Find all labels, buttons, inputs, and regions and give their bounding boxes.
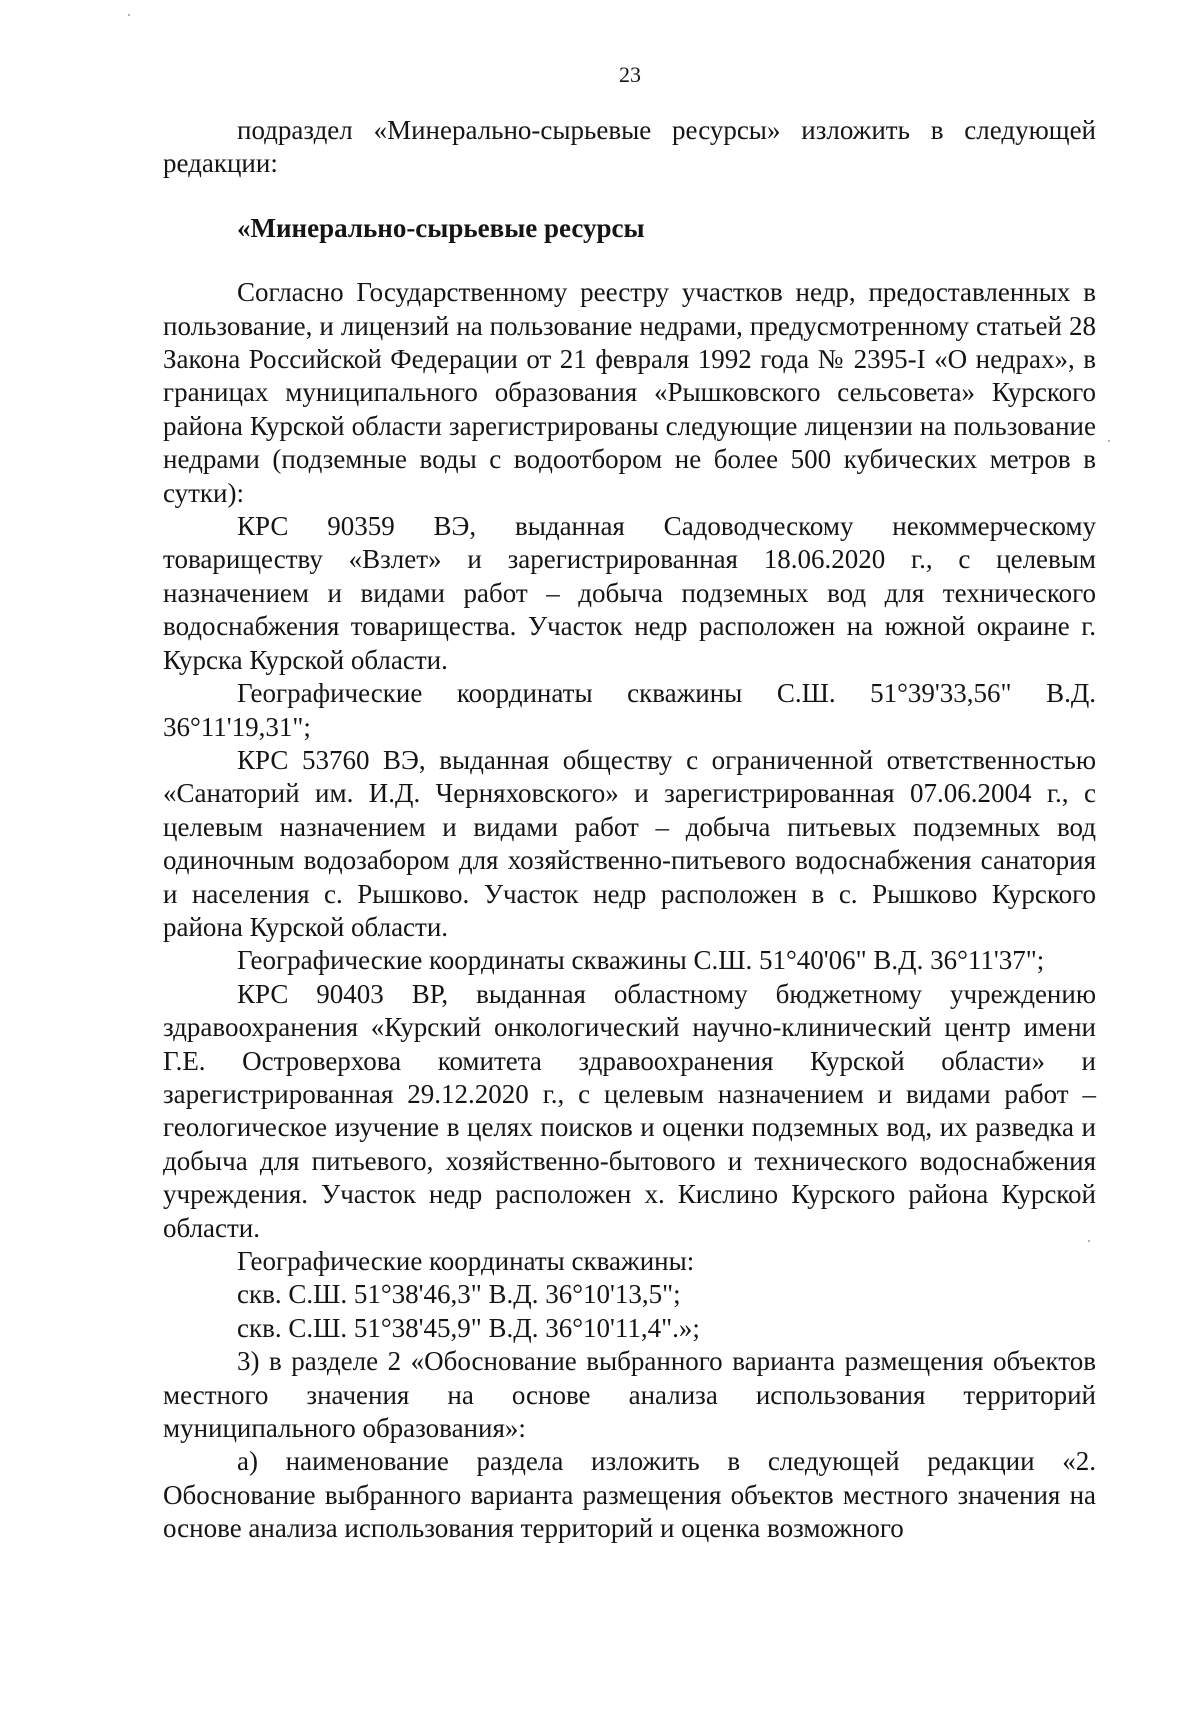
coordinates-krs-90403-heading: Географические координаты скважины: [237, 1246, 695, 1276]
registry-paragraph: Согласно Государственному реестру участков недр, предоставленных в пользование, и лицензий на пользование недрами, предусмотренному статьей 28 Закона Российской Федерации от 21 февраля 1992 года № 2395-I «О недрах», в границах муниципального образования «Рышковского сельсовета» Курского района Курской области зарегистрированы следующие лицензии на пользование недрами (подземные воды с водоотбором не более 500 кубических метров в сутки): [163, 277, 1096, 508]
document-body [163, 114, 1096, 1546]
page-number: 23 [619, 62, 641, 87]
license-krs-90359-paragraph: КРС 90359 ВЭ, выданная Садоводческому некоммерческому товариществу «Взлет» и зарегистрированная 18.06.2020 г., с целевым назначением и видами работ – добыча подземных вод для технического водоснабжения товарищества. Участок недр расположен на южной окраине г. Курска Курской области. [163, 511, 1096, 675]
scan-speck [128, 14, 130, 16]
coordinates-krs-90359: Географические координаты скважины С.Ш. 51°39'33,56" В.Д. 36°11'19,31"; [163, 678, 1096, 742]
coordinates-well-1: скв. С.Ш. 51°38'46,3" В.Д. 36°10'13,5"; [237, 1279, 681, 1310]
license-krs-90403-paragraph: КРС 90403 ВР, выданная областному бюджетному учреждению здравоохранения «Курский онкологический научно-клинический центр имени Г.Е. Островерхова комитета здравоохранения Курской области» и зарегистрированная 29.12.2020 г., с целевым назначением и видами работ – геологическое изучение в целях поисков и оценки подземных вод, их разведка и добыча для питьевого, хозяйственно-бытового и технического водоснабжения учреждения. Участок недр расположен х. Кислино Курского района Курской области. [163, 978, 1096, 1243]
coordinates-well-2: скв. С.Ш. 51°38'45,9" В.Д. 36°10'11,4".»; [237, 1312, 700, 1343]
scan-speck [1108, 440, 1110, 442]
coordinates-krs-53760: Географические координаты скважины С.Ш. 51°40'06" В.Д. 36°11'37"; [237, 945, 1045, 976]
section-2-title-amendment-paragraph: а) наименование раздела изложить в следующей редакции «2. Обоснование выбранного варианта размещения объектов местного значения на основе анализа использования территорий и оценка возможного [163, 1446, 1096, 1544]
intro-paragraph: подраздел «Минерально-сырьевые ресурсы» изложить в следующей редакции: [163, 115, 1096, 179]
section-heading: «Минерально-сырьевые ресурсы [237, 212, 645, 243]
license-krs-53760-paragraph: КРС 53760 ВЭ, выданная обществу с ограниченной ответственностью «Санаторий им. И.Д. Черняховского» и зарегистрированная 07.06.2004 г., с целевым назначением и видами работ – добыча питьевых подземных вод одиночным водозабором для хозяйственно-питьевого водоснабжения санатория и населения с. Рышково. Участок недр расположен в с. Рышково Курского района Курской области. [163, 744, 1096, 942]
scan-speck [1088, 1240, 1090, 1242]
section-2-amendment-paragraph: 3) в разделе 2 «Обоснование выбранного варианта размещения объектов местного значения на основе анализа использования территорий муниципального образования»: [163, 1346, 1096, 1444]
